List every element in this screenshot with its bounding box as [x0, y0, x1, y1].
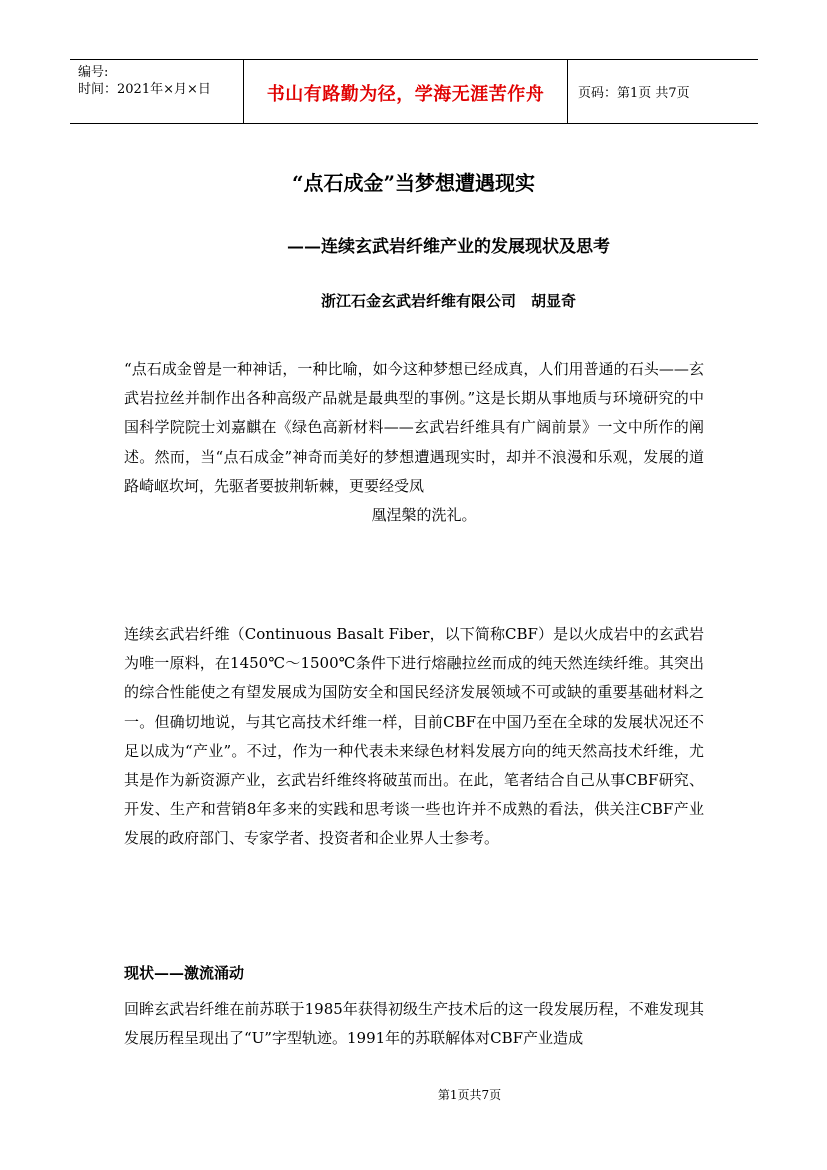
header-page-info: 页码：第1页 共7页: [578, 86, 690, 101]
number-label: 编号:: [78, 65, 109, 80]
header-divider: [567, 60, 568, 123]
document-author: 浙江石金玄武岩纤维有限公司 胡显奇: [320, 292, 576, 310]
body-paragraph-2: 回眸玄武岩纤维在前苏联于1985年获得初级生产技术后的这一段发展历程，不难发现其发展历程呈现出了“U”字型轨迹。1991年的苏联解体对CBF产业造成: [124, 1000, 704, 1048]
header-motto: 书山有路勤为径，学海无涯苦作舟: [266, 84, 545, 105]
header-meta: [78, 64, 211, 98]
page-header: [70, 59, 758, 124]
document-title: “点石成金”当梦想遭遇现实: [291, 171, 535, 195]
time-label: 时间：2021年×月×日: [78, 82, 211, 97]
quote-last-line: 凰涅槃的洗礼。: [371, 506, 477, 525]
document-subtitle: ——连续玄武岩纤维产业的发展现状及思考: [287, 237, 610, 257]
page-footer: 第1页共7页: [437, 1088, 502, 1102]
quote-paragraph: [124, 355, 704, 530]
body-paragraph-1: 连续玄武岩纤维（Continuous Basalt Fiber，以下简称CBF）是以火成岩中的玄武岩为唯一原料，在1450℃～1500℃条件下进行熔融拉丝而成的纯天然连续纤维。其突出的综合性能使之有望发展成为国防安全和国民经济发展领域不可或缺的重要基础材料之一。但确切地说，与其它高技术纤维一样，目前CBF在中国乃至在全球的发展状况还不足以成为“产业”。不过，作为一种代表未来绿色材料发展方向的纯天然高技术纤维，尤其是作为新资源产业，玄武岩纤维终将破茧而出。在此，笔者结合自己从事CBF研究、开发、生产和营销8年多来的实践和思考谈一些也许并不成熟的看法，供关注CBF产业发展的政府部门、专家学者、投资者和企业界人士参考。: [124, 625, 704, 848]
quote-text: “点石成金曾是一种神话，一种比喻，如今这种梦想已经成真，人们用普通的石头——玄武岩拉丝并制作出各种高级产品就是最典型的事例。”这是长期从事地质与环境研究的中国科学院院士刘嘉麒在《绿色高新材料——玄武岩纤维具有广阔前景》一文中所作的阐述。然而，当“点石成金”神奇而美好的梦想遭遇现实时，却并不浪漫和乐观，发展的道路崎岖坎坷，先驱者要披荆斩棘，更要经受凤: [124, 360, 704, 495]
section-heading: 现状——激流涌动: [124, 964, 245, 982]
